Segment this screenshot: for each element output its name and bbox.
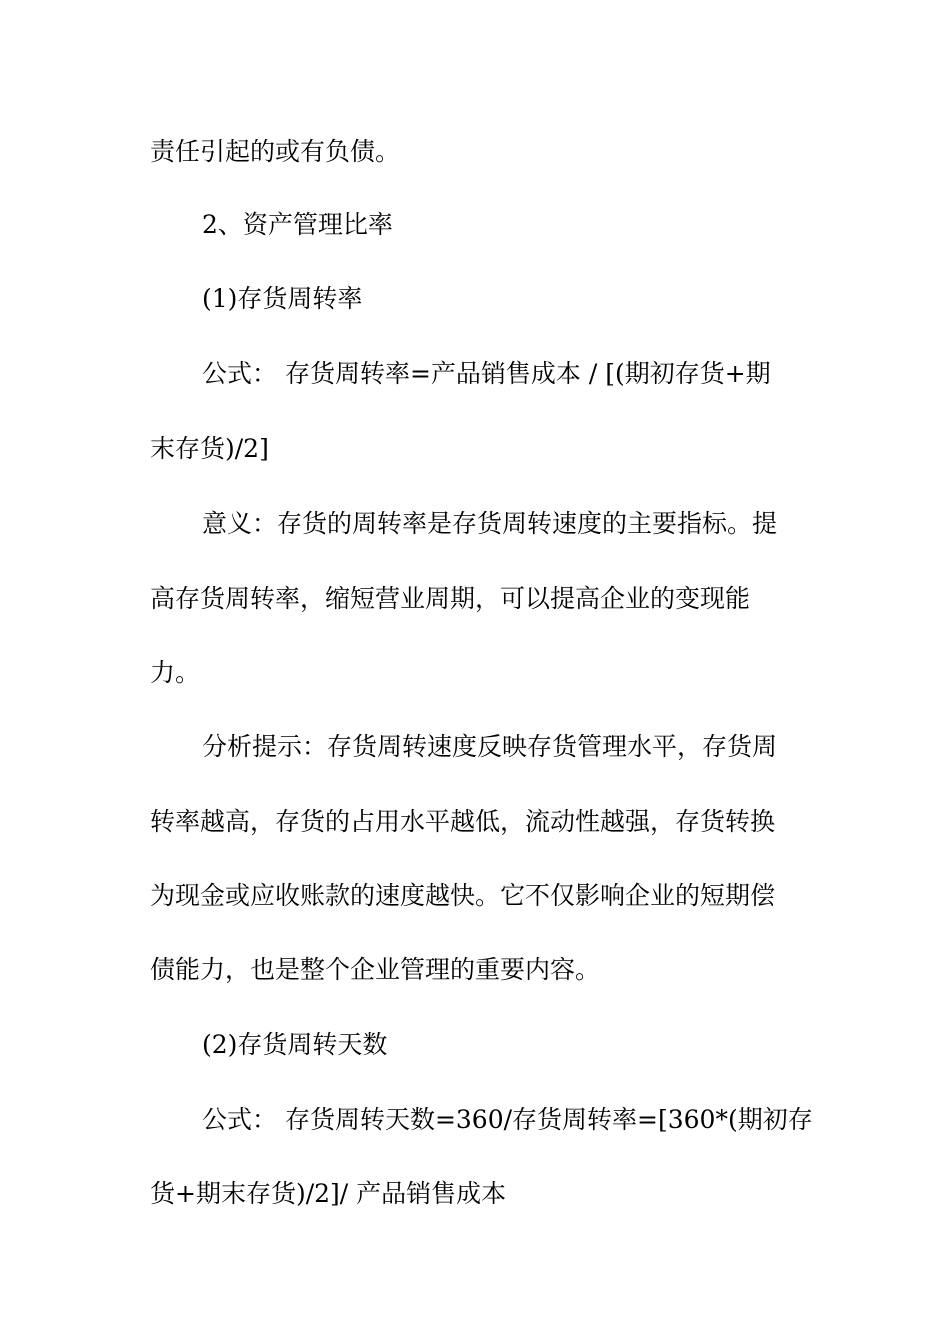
paragraph-line: 力。 xyxy=(150,658,201,687)
section-heading: 2、资产管理比率 xyxy=(202,210,393,239)
paragraph-line: 转率越高，存货的占用水平越低，流动性越强，存货转换 xyxy=(150,807,776,836)
paragraph-line: 为现金或应收账款的速度越快。它不仅影响企业的短期偿 xyxy=(150,881,776,910)
paragraph-line: 意义：存货的周转率是存货周转速度的主要指标。提 xyxy=(202,509,778,538)
formula-line: 公式： 存货周转率=产品销售成本 / [(期初存货+期 xyxy=(202,359,771,388)
paragraph-continuation: 责任引起的或有负债。 xyxy=(150,137,401,166)
subsection-heading: (1)存货周转率 xyxy=(202,284,363,313)
formula-line: 末存货)/2] xyxy=(150,434,269,463)
formula-line: 货+期末存货)/2]/ 产品销售成本 xyxy=(150,1179,507,1208)
formula-line: 公式： 存货周转天数=360/存货周转率=[360*(期初存 xyxy=(202,1105,813,1134)
subsection-heading: (2)存货周转天数 xyxy=(202,1030,388,1059)
paragraph-line: 高存货周转率，缩短营业周期，可以提高企业的变现能 xyxy=(150,584,751,613)
paragraph-line: 债能力，也是整个企业管理的重要内容。 xyxy=(150,955,601,984)
paragraph-line: 分析提示：存货周转速度反映存货管理水平，存货周 xyxy=(202,732,778,761)
